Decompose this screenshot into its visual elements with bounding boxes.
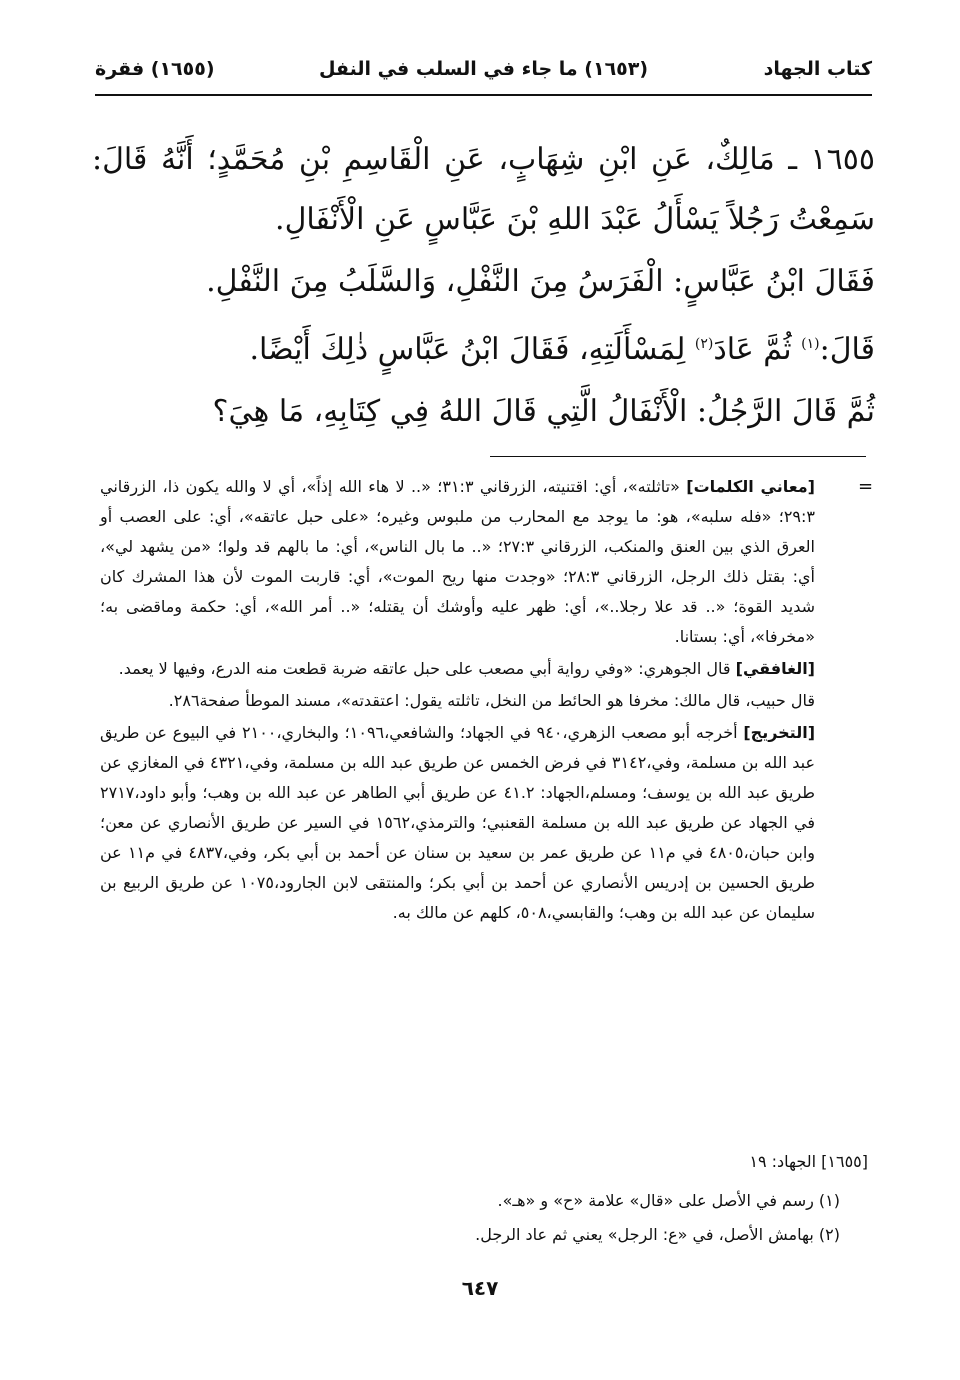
footnote-ref-2[interactable]: (٢) [694,336,714,352]
notes-divider [490,456,866,457]
hadith-line-3a: قَالَ: [819,332,875,367]
footnote-ref-1[interactable]: (١) [801,336,820,352]
continuation-marker: = [858,476,874,497]
header-divider [95,94,872,96]
footnotes [100,1184,840,1252]
ghafiqi-note [100,654,815,684]
paragraph-number: (١٦٥٥) فقرة [95,58,215,80]
ghafiqi-text: قال الجوهري: «وفي رواية أبي مصعب على حبل عاتقه ضربة قطعت منه الدرع، وفيها لا يعمد. [118,659,736,678]
hadith-text [92,130,875,442]
book-title: كتاب الجهاد [763,58,872,80]
hadith-line-2: فَقَالَ ابْنُ عَبَّاسٍ: الْفَرَسُ مِنَ النَّفْلِ، وَالسَّلَبُ مِنَ النَّفْلِ. [206,264,875,299]
hadith-line-3c: لِمَسْأَلَتِهِ، فَقَالَ ابْنُ عَبَّاسٍ ذٰلِكَ أَيْضًا. [249,332,695,367]
source-reference: [١٦٥٥] الجهاد: ١٩ [749,1152,868,1171]
page-number: ٦٤٧ [461,1276,499,1300]
hadith-line-3 [92,314,875,380]
takhrij-tag: [التخريج] [743,723,816,742]
takhrij-note [100,718,815,928]
hadith-line-3b: ثُمَّ عَادَ [713,332,802,367]
meanings-text: «تاثلته»، أي: اقتنيته، الزرقاني ٣١:٣؛ «.. لا هاء الله إذاً»، أي لا والله يكون ذا، الزرقاني ٢٩:٣؛ «فله سلبه»، هو: ما يوجد مع المحارب من ملبوس وغيره؛ «على حبل عاتقه»، أي: على العصب أو العرق الذي بين العنق والمنكب، الزرقاني ٢٧:٣؛ «.. ما بال الناس»، أي: ما بالهم قد ولوا؛ «من يشهد لي»، أي: بقتل ذلك الرجل، الزرقاني ٢٨:٣؛ «وجدت منها ريح الموت»، أي: قاربت الموت لأن هذا المشرك كان شديد القوة؛ «.. قد علا رجلا..»، أي: ظهر عليه وأوشك أن يقتله؛ «.. أمر الله»، أي: حكمة وماقضى به؛ «مخرفا»، أي: بستانا. [100,477,815,646]
footnote-2: (٢) بهامش الأصل، في «ع: الرجل» يعني ثم عاد الرجل. [475,1225,840,1244]
chapter-title: (١٦٥٣) ما جاء في السلب في النفل [318,58,649,80]
meanings-tag: [معاني الكلمات] [686,477,815,496]
habib-note: قال حبيب، قال مالك: مخرفا هو الحائط من النخل، تاثلته يقول: اعتقدته»، مسند الموطأ صفحة٢٨٦. [168,691,815,710]
takhrij-text: أخرجه أبو مصعب الزهري،٩٤٠ في الجهاد؛ والشافعي،١٠٩٦؛ والبخاري،٢١٠٠ في البيوع عن طريق عبد الله بن مسلمة، وفي،٣١٤٢ في فرض الخمس عن طريق عبد الله بن مسلمة، وفي،٤٣٢١ في المغازي عن طريق عبد الله بن يوسف؛ ومسلم،الجهاد: ٤١.٢ عن طريق أبي الطاهر عن عبد الله بن وهب؛ وأبو داود،٢٧١٧ في الجهاد عن طريق عبد الله بن مسلمة القعنبي؛ والترمذي،١٥٦٢ في السير عن طريق الأنصاري عن معن؛ وابن حبان،٤٨٠٥ في م١١ عن طريق عمر بن سعيد بن سنان عن أحمد بن أبي بكر، وفي،٤٨٣٧ في م١١ عن طريق الحسين بن إدريس الأنصاري عن أحمد بن أبي بكر؛ والمنتقى لابن الجارود،١٠٧٥ عن طريق الربيع بن سليمان عن عبد الله بن وهب؛ والقابسي،٥٠٨، كلهم عن مالك به. [100,723,816,922]
meanings-note [100,472,815,652]
ghafiqi-tag: [الغافقي] [735,659,815,678]
hadith-line-1: ١٦٥٥ ـ مَالِكٌ، عَنِ ابْنِ شِهَابٍ، عَنِ الْقَاسِمِ بْنِ مُحَمَّدٍ؛ أَنَّهُ قَالَ: سَمِعْتُ رَجُلاً يَسْأَلُ عَبْدَ اللهِ بْنَ عَبَّاسٍ عَنِ الْأَنْفَالِ. [92,142,875,237]
hadith-line-4: ثُمَّ قَالَ الرَّجُلُ: الْأَنْفَالُ الَّتِي قَالَ اللهُ فِي كِتَابِهِ، مَا هِيَ؟ [212,394,875,429]
running-header [95,54,872,88]
commentary-notes [100,472,815,930]
footnote-1: (١) رسم في الأصل على «قال» علامة «ح» و «هـ». [497,1191,840,1210]
